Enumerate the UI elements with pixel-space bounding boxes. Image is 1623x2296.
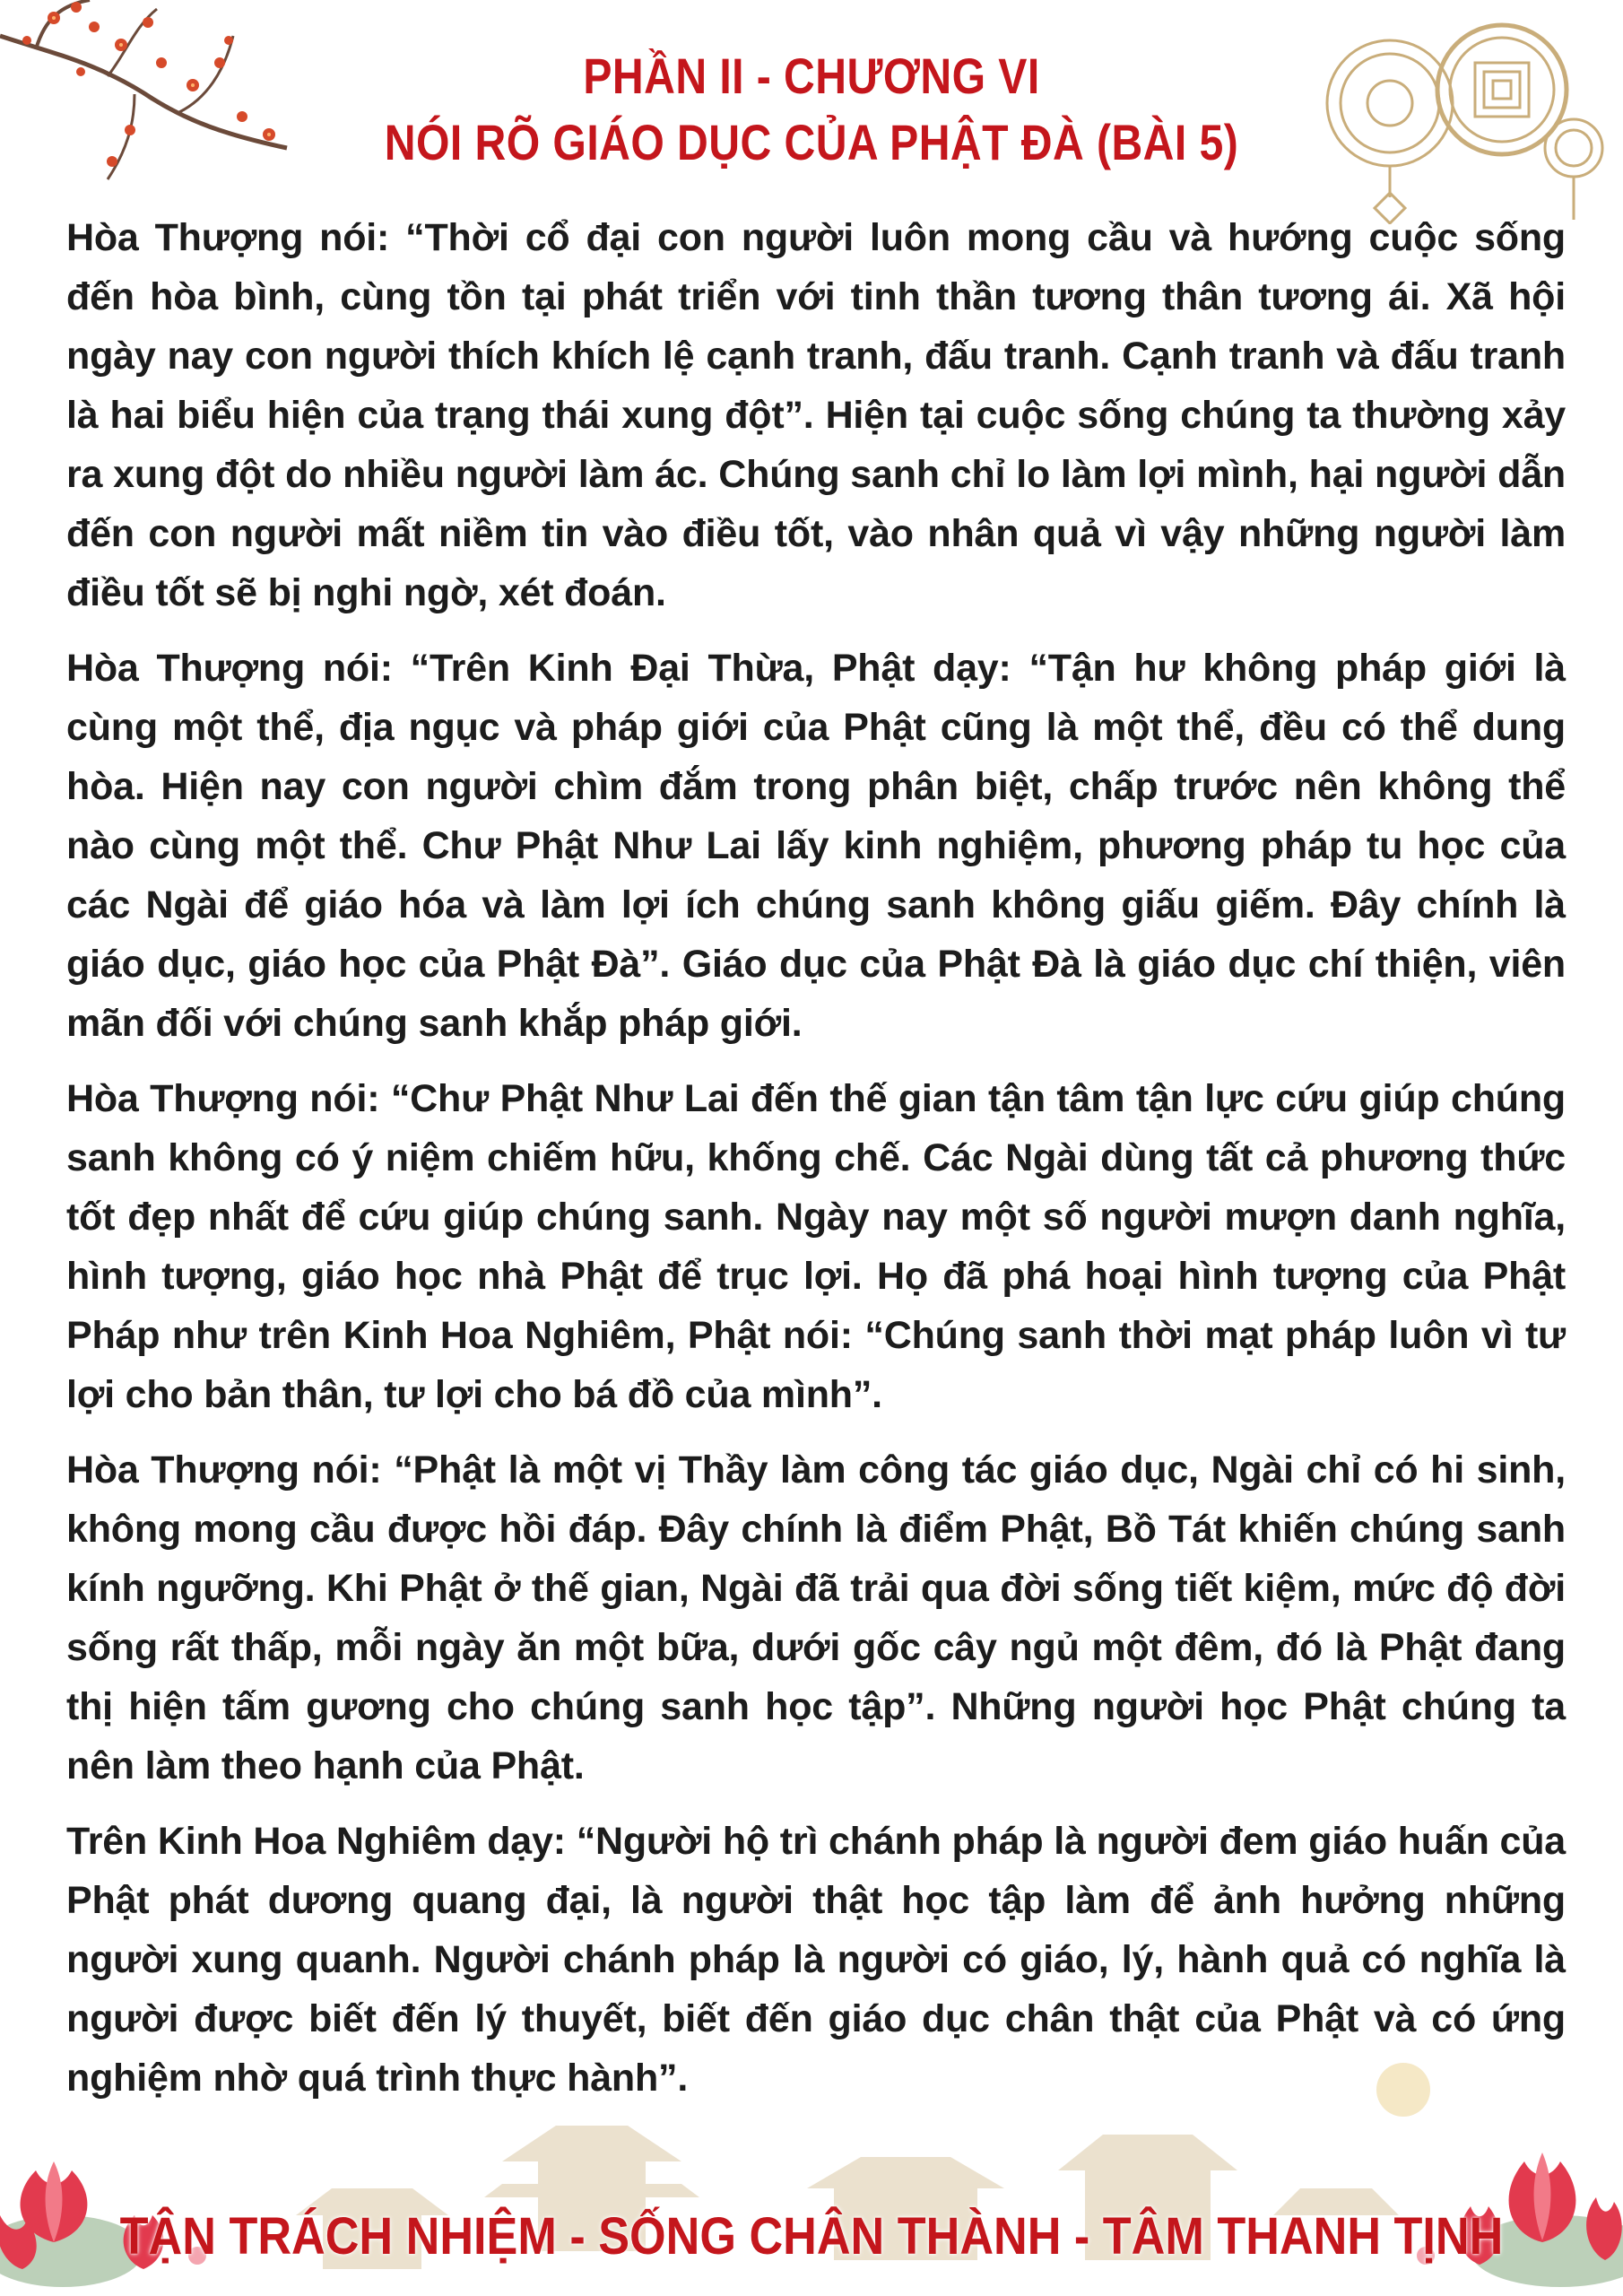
paragraph: Hòa Thượng nói: “Phật là một vị Thầy làm công tác giáo dục, Ngài chỉ có hi sinh, không mong cầu được hồi đáp. Đây chính là điểm Phật, Bồ Tát khiến chúng sanh kính ngưỡng. Khi Phật ở thế gian, Ngài đã trải qua đời sống tiết kiệm, mức độ đời sống rất thấp, mỗi ngày ăn một bữa, dưới gốc cây ngủ một đêm, đó là Phật đang thị hiện tấm gương cho chúng sanh học tập”. Những người học Phật chúng ta nên làm theo hạnh của Phật. — [66, 1448, 1566, 1787]
paragraph: Trên Kinh Hoa Nghiêm dạy: “Người hộ trì chánh pháp là người đem giáo huấn của Phật phát dương quang đại, là người thật học tập làm để ảnh hưởng những người xung quanh. Người chánh pháp là người có giáo, lý, hành quả có nghĩa là người được biết đến lý thuyết, biết đến giáo dục chân thật của Phật và có ứng nghiệm nhờ quá trình thực hành”. — [66, 1820, 1566, 2100]
lesson-title: NÓI RÕ GIÁO DỤC CỦA PHẬT ĐÀ (BÀI 5) — [384, 114, 1239, 170]
chapter-title: PHẦN II - CHƯƠNG VI — [583, 48, 1040, 104]
title-block — [0, 43, 1623, 176]
paragraph: Hòa Thượng nói: “Chư Phật Như Lai đến thế gian tận tâm tận lực cứu giúp chúng sanh không có ý niệm chiếm hữu, khống chế. Các Ngài dùng tất cả phương thức tốt đẹp nhất để cứu giúp chúng sanh. Ngày nay một số người mượn danh nghĩa, hình tượng, giáo học nhà Phật để trục lợi. Họ đã phá hoại hình tượng của Phật Pháp như trên Kinh Hoa Nghiêm, Phật nói: “Chúng sanh thời mạt pháp luôn vì tư lợi cho bản thân, tư lợi cho bá đồ của mình”. — [66, 1077, 1566, 1416]
paragraph: Hòa Thượng nói: “Thời cổ đại con người luôn mong cầu và hướng cuộc sống đến hòa bình, cùng tồn tại phát triển với tinh thần tương thân tương ái. Xã hội ngày nay con người thích khích lệ cạnh tranh, đấu tranh. Cạnh tranh và đấu tranh là hai biểu hiện của trạng thái xung đột”. Hiện tại cuộc sống chúng ta thường xảy ra xung đột do nhiều người làm ác. Chúng sanh chỉ lo làm lợi mình, hại người dẫn đến con người mất niềm tin vào điều tốt, vào nhân quả vì vậy những người làm điều tốt sẽ bị nghi ngờ, xét đoán. — [66, 216, 1566, 614]
article-body — [66, 208, 1566, 2124]
footer-slogan: TẬN TRÁCH NHIỆM - SỐNG CHÂN THÀNH - TÂM THANH TỊNH — [119, 2207, 1504, 2266]
paragraph: Hòa Thượng nói: “Trên Kinh Đại Thừa, Phật dạy: “Tận hư không pháp giới là cùng một thể, địa ngục và pháp giới của Phật cũng là một thể, đều có thể dung hòa. Hiện nay con người chìm đắm trong phân biệt, chấp trước nên không thể nào cùng một thể. Chư Phật Như Lai lấy kinh nghiệm, phương pháp tu học của các Ngài để giáo hóa và làm lợi ích chúng sanh không giấu giếm. Đây chính là giáo dục, giáo học của Phật Đà”. Giáo dục của Phật Đà là giáo dục chí thiện, viên mãn đối với chúng sanh khắp pháp giới. — [66, 647, 1566, 1045]
